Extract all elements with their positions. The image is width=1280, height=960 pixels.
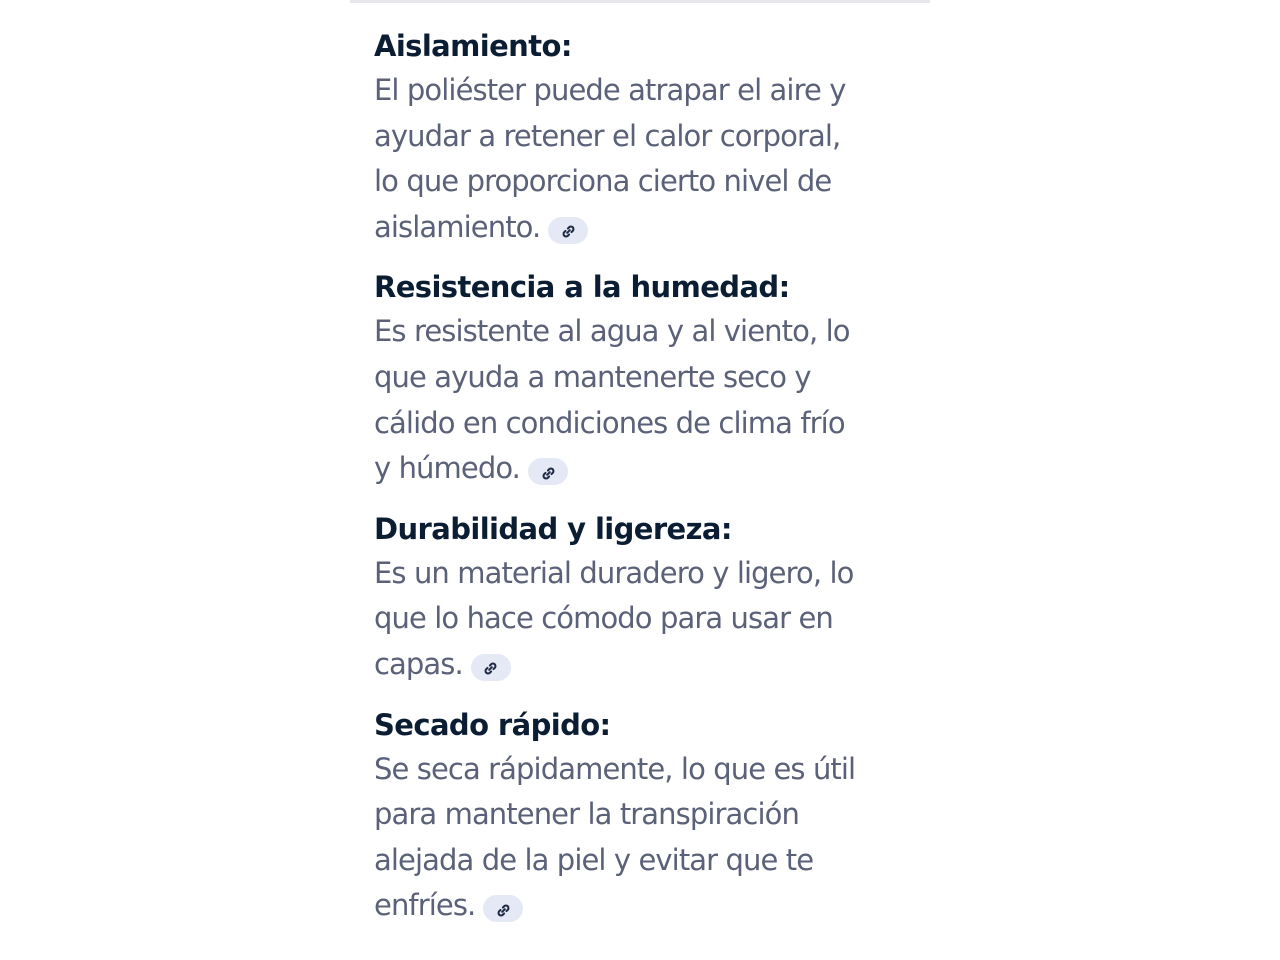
section-text-last-line <box>374 205 914 251</box>
section-text-line: Es resistente al agua y al viento, lo <box>374 314 850 349</box>
link-icon <box>483 661 498 676</box>
section-resistencia-humedad <box>374 265 914 491</box>
section-text-line: aislamiento. <box>374 209 541 244</box>
section-aislamiento <box>374 24 914 250</box>
response-content <box>374 24 914 944</box>
section-text-line: Se seca rápidamente, lo que es útil <box>374 751 856 786</box>
section-heading: Resistencia a la humedad: <box>374 270 790 305</box>
section-secado-rapido <box>374 703 914 929</box>
section-text-line: y húmedo. <box>374 451 520 486</box>
source-link-button[interactable] <box>528 458 568 485</box>
section-text-last-line <box>374 642 914 688</box>
section-heading: Durabilidad y ligereza: <box>374 511 732 546</box>
source-link-button[interactable] <box>483 895 523 922</box>
section-text-last-line <box>374 883 914 929</box>
section-text-line: alejada de la piel y evitar que te <box>374 842 814 877</box>
section-text-line: lo que proporciona cierto nivel de <box>374 164 832 199</box>
link-icon <box>496 903 511 918</box>
section-heading: Secado rápido: <box>374 707 611 742</box>
section-text-line: que lo hace cómodo para usar en <box>374 601 833 636</box>
section-heading: Aislamiento: <box>374 29 572 63</box>
source-link-button[interactable] <box>548 217 588 244</box>
section-text-line: para mantener la transpiración <box>374 797 799 832</box>
section-text-line: ayudar a retener el calor corporal, <box>374 118 841 153</box>
section-text-line: capas. <box>374 646 463 681</box>
source-link-button[interactable] <box>471 654 511 681</box>
link-icon <box>561 224 576 239</box>
section-text-line: cálido en condiciones de clima frío <box>374 405 845 440</box>
section-text-line: El poliéster puede atrapar el aire y <box>374 73 846 107</box>
top-divider <box>350 0 930 3</box>
section-durabilidad-ligereza <box>374 507 914 688</box>
link-icon <box>541 466 556 481</box>
section-text-last-line <box>374 446 914 492</box>
section-text-line: enfríes. <box>374 888 476 923</box>
section-text-line: que ayuda a mantenerte seco y <box>374 359 811 394</box>
section-text-line: Es un material duradero y ligero, lo <box>374 555 854 590</box>
